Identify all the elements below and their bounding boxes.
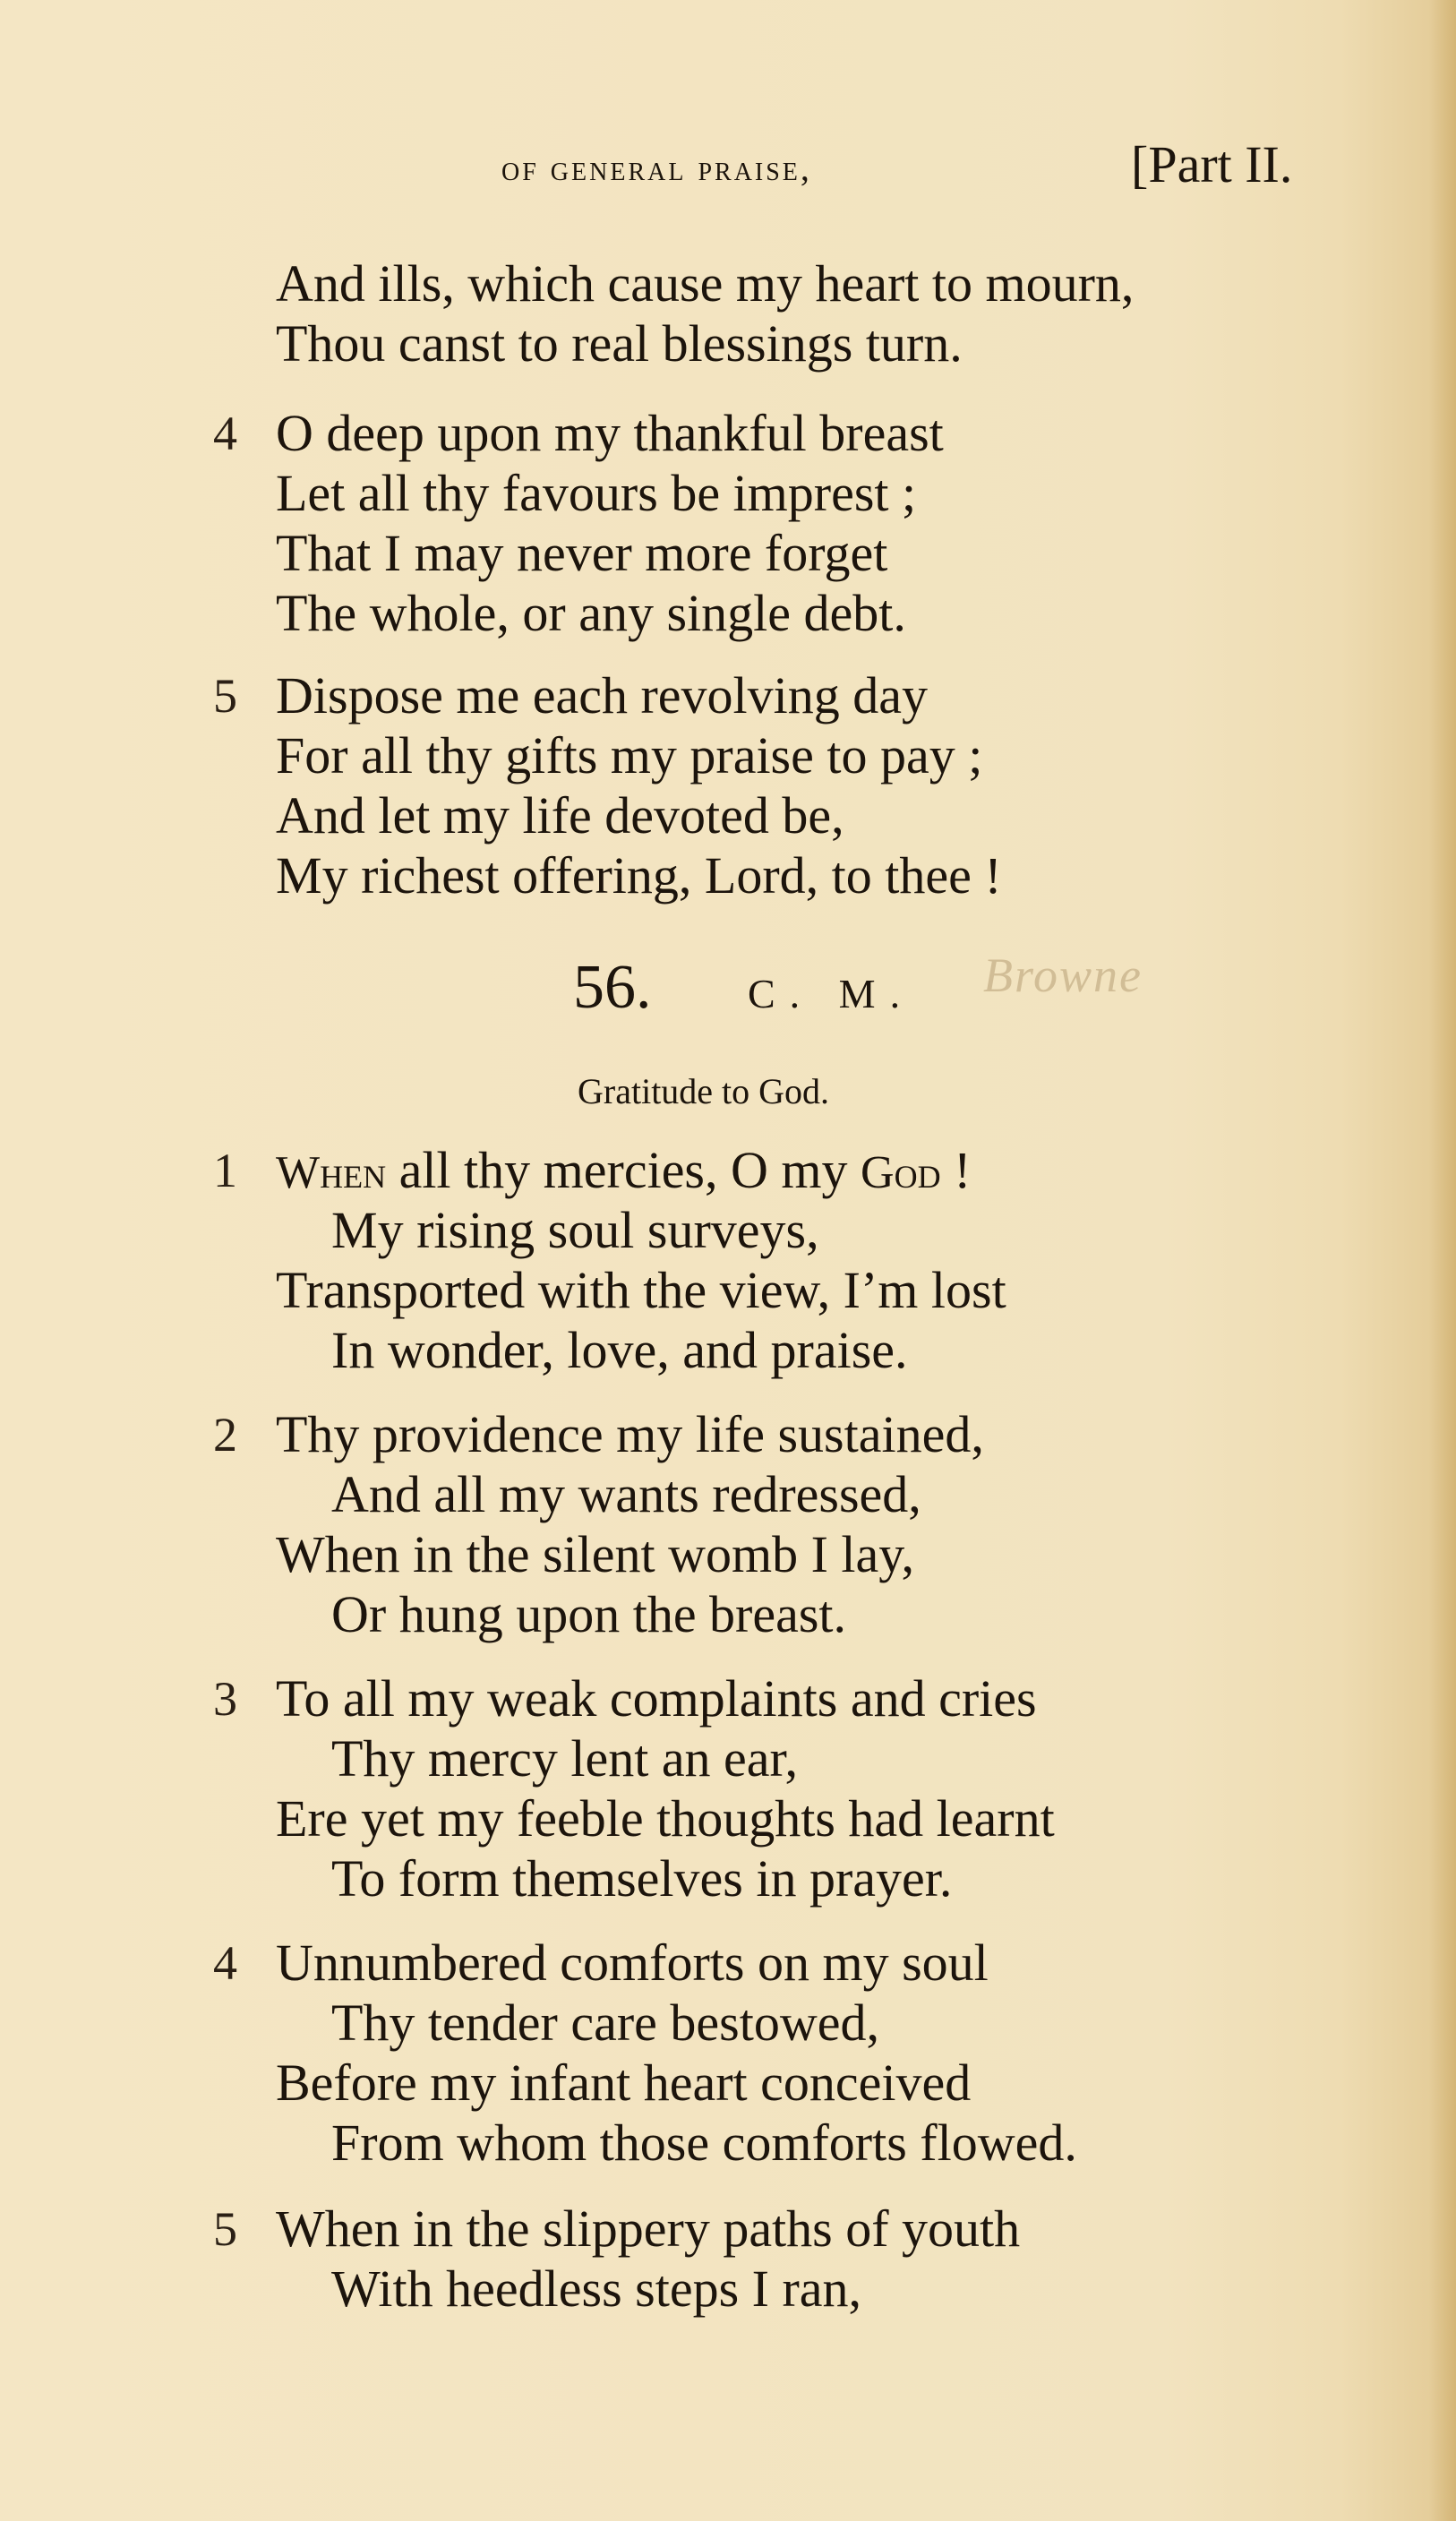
verse-text: all thy mercies, O my — [386, 1141, 861, 1199]
stanza-number: 1 — [213, 1144, 237, 1197]
verse-line: From whom those comforts flowed. — [331, 2114, 1077, 2172]
hymn-meter: C. M. — [748, 971, 915, 1016]
stanza-number: 5 — [213, 669, 237, 723]
verse-line: To all my weak complaints and cries — [276, 1669, 1037, 1728]
verse-line: O deep upon my thankful breast — [276, 404, 944, 462]
verse-line: And all my wants redressed, — [331, 1465, 921, 1523]
hymn-number: 56. — [573, 953, 652, 1022]
verse-line: Thy mercy lent an ear, — [331, 1729, 799, 1788]
verse-line: With heedless steps I ran, — [331, 2259, 862, 2318]
drop-word: When — [276, 1147, 387, 1198]
verse-line: Thy tender care bestowed, — [331, 1994, 879, 2052]
stanza-number: 4 — [213, 407, 237, 460]
verse-line: Let all thy favours be imprest ; — [276, 464, 917, 522]
verse-line: When in the silent womb I lay, — [276, 1525, 915, 1583]
verse-line: Transported with the view, I’m lost — [276, 1261, 1006, 1319]
verse-line: Ere yet my feeble thoughts had learnt — [276, 1789, 1055, 1848]
page-header — [501, 134, 1352, 206]
running-head: of general praise, — [501, 148, 812, 188]
verse-line: Dispose me each revolving day — [276, 666, 929, 725]
stanza-number: 2 — [213, 1408, 237, 1462]
verse-line: In wonder, love, and praise. — [331, 1321, 908, 1379]
verse-line: My rising soul surveys, — [331, 1201, 819, 1259]
verse-line: For all thy gifts my praise to pay ; — [276, 726, 983, 785]
verse-line: That I may never more forget — [276, 524, 888, 582]
verse-line: Before my infant heart conceived — [276, 2054, 972, 2112]
part-label: [Part II. — [1131, 135, 1293, 193]
stanza-number: 3 — [213, 1672, 237, 1726]
verse-line: Thy providence my life sustained, — [276, 1405, 984, 1463]
page-edge-shading — [1429, 0, 1456, 2521]
verse-line: The whole, or any single debt. — [276, 584, 906, 642]
verse-line-first — [276, 1141, 972, 1199]
stanza-number: 5 — [213, 2202, 237, 2256]
verse-line: My richest offering, Lord, to thee ! — [276, 846, 1002, 905]
verse-line: To form themselves in prayer. — [331, 1849, 953, 1908]
hymn-title: Gratitude to God. — [578, 1071, 830, 1111]
verse-line: Or hung upon the breast. — [331, 1585, 847, 1643]
god-word: God — [861, 1147, 941, 1198]
verse-line: Unnumbered comforts on my soul — [276, 1934, 989, 1992]
continuation-line: And ills, which cause my heart to mourn, — [276, 254, 1135, 313]
stanza-number: 4 — [213, 1936, 237, 1990]
pencil-annotation: Browne — [983, 948, 1143, 1002]
verse-text: ! — [940, 1141, 972, 1199]
verse-line: When in the slippery paths of youth — [276, 2199, 1021, 2258]
continuation-line: Thou canst to real blessings turn. — [276, 314, 963, 373]
verse-line: And let my life devoted be, — [276, 786, 844, 845]
